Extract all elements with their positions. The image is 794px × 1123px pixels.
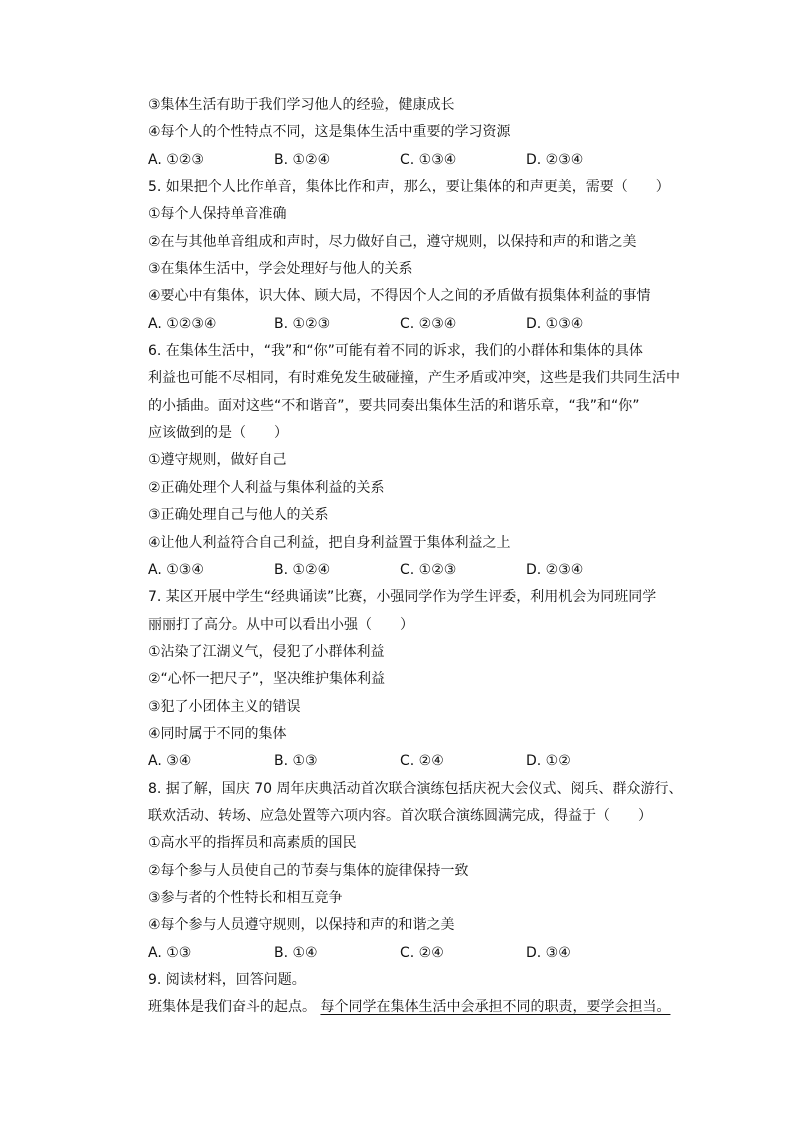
q6-option-a: A. ①③④ bbox=[148, 561, 204, 578]
q4-item-4: ④每个人的个性特点不同，这是集体生活中重要的学习资源 bbox=[148, 124, 511, 141]
q5-option-d: D. ①③④ bbox=[526, 315, 584, 332]
q4-options bbox=[148, 147, 694, 174]
q8-stem-line-1: 8. 据了解，国庆 70 周年庆典活动首次联合演练包括庆祝大会仪式、阅兵、群众游行、 bbox=[148, 780, 683, 797]
q7-stem-line-1: 7. 某区开展中学生“经典诵读”比赛，小强同学作为学生评委，利用机会为同班同学 bbox=[148, 589, 657, 606]
q8-option-a: A. ①③ bbox=[148, 944, 192, 961]
q8-item-3: ③参与者的个性特长和相互竞争 bbox=[148, 889, 343, 906]
q6-item-1: ①遵守规则，做好自己 bbox=[148, 452, 287, 469]
q6-item-3: ③正确处理自己与他人的关系 bbox=[148, 507, 329, 524]
q7-stem-line-2: 丽丽打了高分。从中可以看出小强（ ） bbox=[148, 616, 414, 633]
q6-stem-line-1: 6. 在集体生活中，“我”和“你”可能有着不同的诉求，我们的小群体和集体的具体 bbox=[148, 343, 643, 360]
q8-options bbox=[148, 940, 694, 967]
q6-item-2: ②正确处理个人利益与集体利益的关系 bbox=[148, 479, 385, 496]
q5-option-b: B. ①②③ bbox=[274, 315, 331, 332]
q6-option-b: B. ①②④ bbox=[274, 561, 331, 578]
q7-option-a: A. ③④ bbox=[148, 753, 192, 770]
q7-option-d: D. ①② bbox=[526, 753, 571, 770]
q5-options bbox=[148, 311, 694, 338]
q6-stem-line-3: 的小插曲。面对这些“不和谐音”，要共同奏出集体生活的和谐乐章，“我”和“你” bbox=[148, 397, 640, 414]
q6-item-4: ④让他人利益符合自己利益，把自身利益置于集体利益之上 bbox=[148, 534, 511, 551]
q5-item-1: ①每个人保持单音准确 bbox=[148, 206, 287, 223]
q5-option-c: C. ②③④ bbox=[400, 315, 457, 332]
q4-item-3: ③集体生活有助于我们学习他人的经验，健康成长 bbox=[148, 97, 455, 113]
q8-item-1: ①高水平的指挥员和高素质的国民 bbox=[148, 835, 357, 852]
q6-stem-line-4: 应该做到的是（ ） bbox=[148, 425, 288, 442]
q5-item-3: ③在集体生活中，学会处理好与他人的关系 bbox=[148, 261, 413, 278]
q8-option-c: C. ②④ bbox=[400, 944, 444, 961]
q8-stem-line-2: 联欢活动、转场、应急处置等六项内容。首次联合演练圆满完成，得益于（ ） bbox=[148, 807, 652, 824]
q9-stem: 9. 阅读材料，回答问题。 bbox=[148, 972, 306, 988]
q6-option-c: C. ①②③ bbox=[400, 561, 457, 578]
q9-material-underlined: 每个同学在集体生活中会承担不同的职责，要学会担当。 bbox=[320, 999, 671, 1016]
q8-item-4: ④每个参与人员遵守规则，以保持和声的和谐之美 bbox=[148, 917, 455, 934]
q7-item-4: ④同时属于不同的集体 bbox=[148, 725, 287, 742]
q9-material-plain: 班集体是我们奋斗的起点。 bbox=[148, 999, 321, 1016]
q7-item-3: ③犯了小团体主义的错误 bbox=[148, 698, 301, 715]
q5-item-2: ②在与其他单音组成和声时，尽力做好自己，遵守规则，以保持和声的和谐之美 bbox=[148, 233, 637, 250]
q4-option-c: C. ①③④ bbox=[400, 151, 457, 168]
q7-option-b: B. ①③ bbox=[274, 753, 318, 770]
document-page bbox=[148, 92, 694, 1022]
q6-options bbox=[148, 557, 694, 584]
q4-option-d: D. ②③④ bbox=[526, 151, 584, 168]
q5-option-a: A. ①②③④ bbox=[148, 315, 217, 332]
q8-option-d: D. ③④ bbox=[526, 944, 571, 961]
q8-option-b: B. ①④ bbox=[274, 944, 318, 961]
q7-item-1: ①沾染了江湖义气，侵犯了小群体利益 bbox=[148, 643, 385, 660]
q9-material bbox=[148, 994, 694, 1021]
q7-item-2: ②“心怀一把尺子”，坚决维护集体利益 bbox=[148, 671, 386, 688]
q6-option-d: D. ②③④ bbox=[526, 561, 584, 578]
q7-option-c: C. ②④ bbox=[400, 753, 444, 770]
q4-option-a: A. ①②③ bbox=[148, 151, 204, 168]
q7-options bbox=[148, 748, 694, 775]
q6-stem-line-2: 利益也可能不尽相同，有时难免发生破碰撞，产生矛盾或冲突，这些是我们共同生活中 bbox=[148, 370, 680, 387]
q8-item-2: ②每个参与人员使自己的节奏与集体的旋律保持一致 bbox=[148, 862, 469, 879]
q5-stem: 5. 如果把个人比作单音，集体比作和声，那么，要让集体的和声更美，需要（ ） bbox=[148, 179, 670, 196]
q5-item-4: ④要心中有集体，识大体、顾大局，不得因个人之间的矛盾做有损集体利益的事情 bbox=[148, 288, 651, 305]
q4-option-b: B. ①②④ bbox=[274, 151, 331, 168]
